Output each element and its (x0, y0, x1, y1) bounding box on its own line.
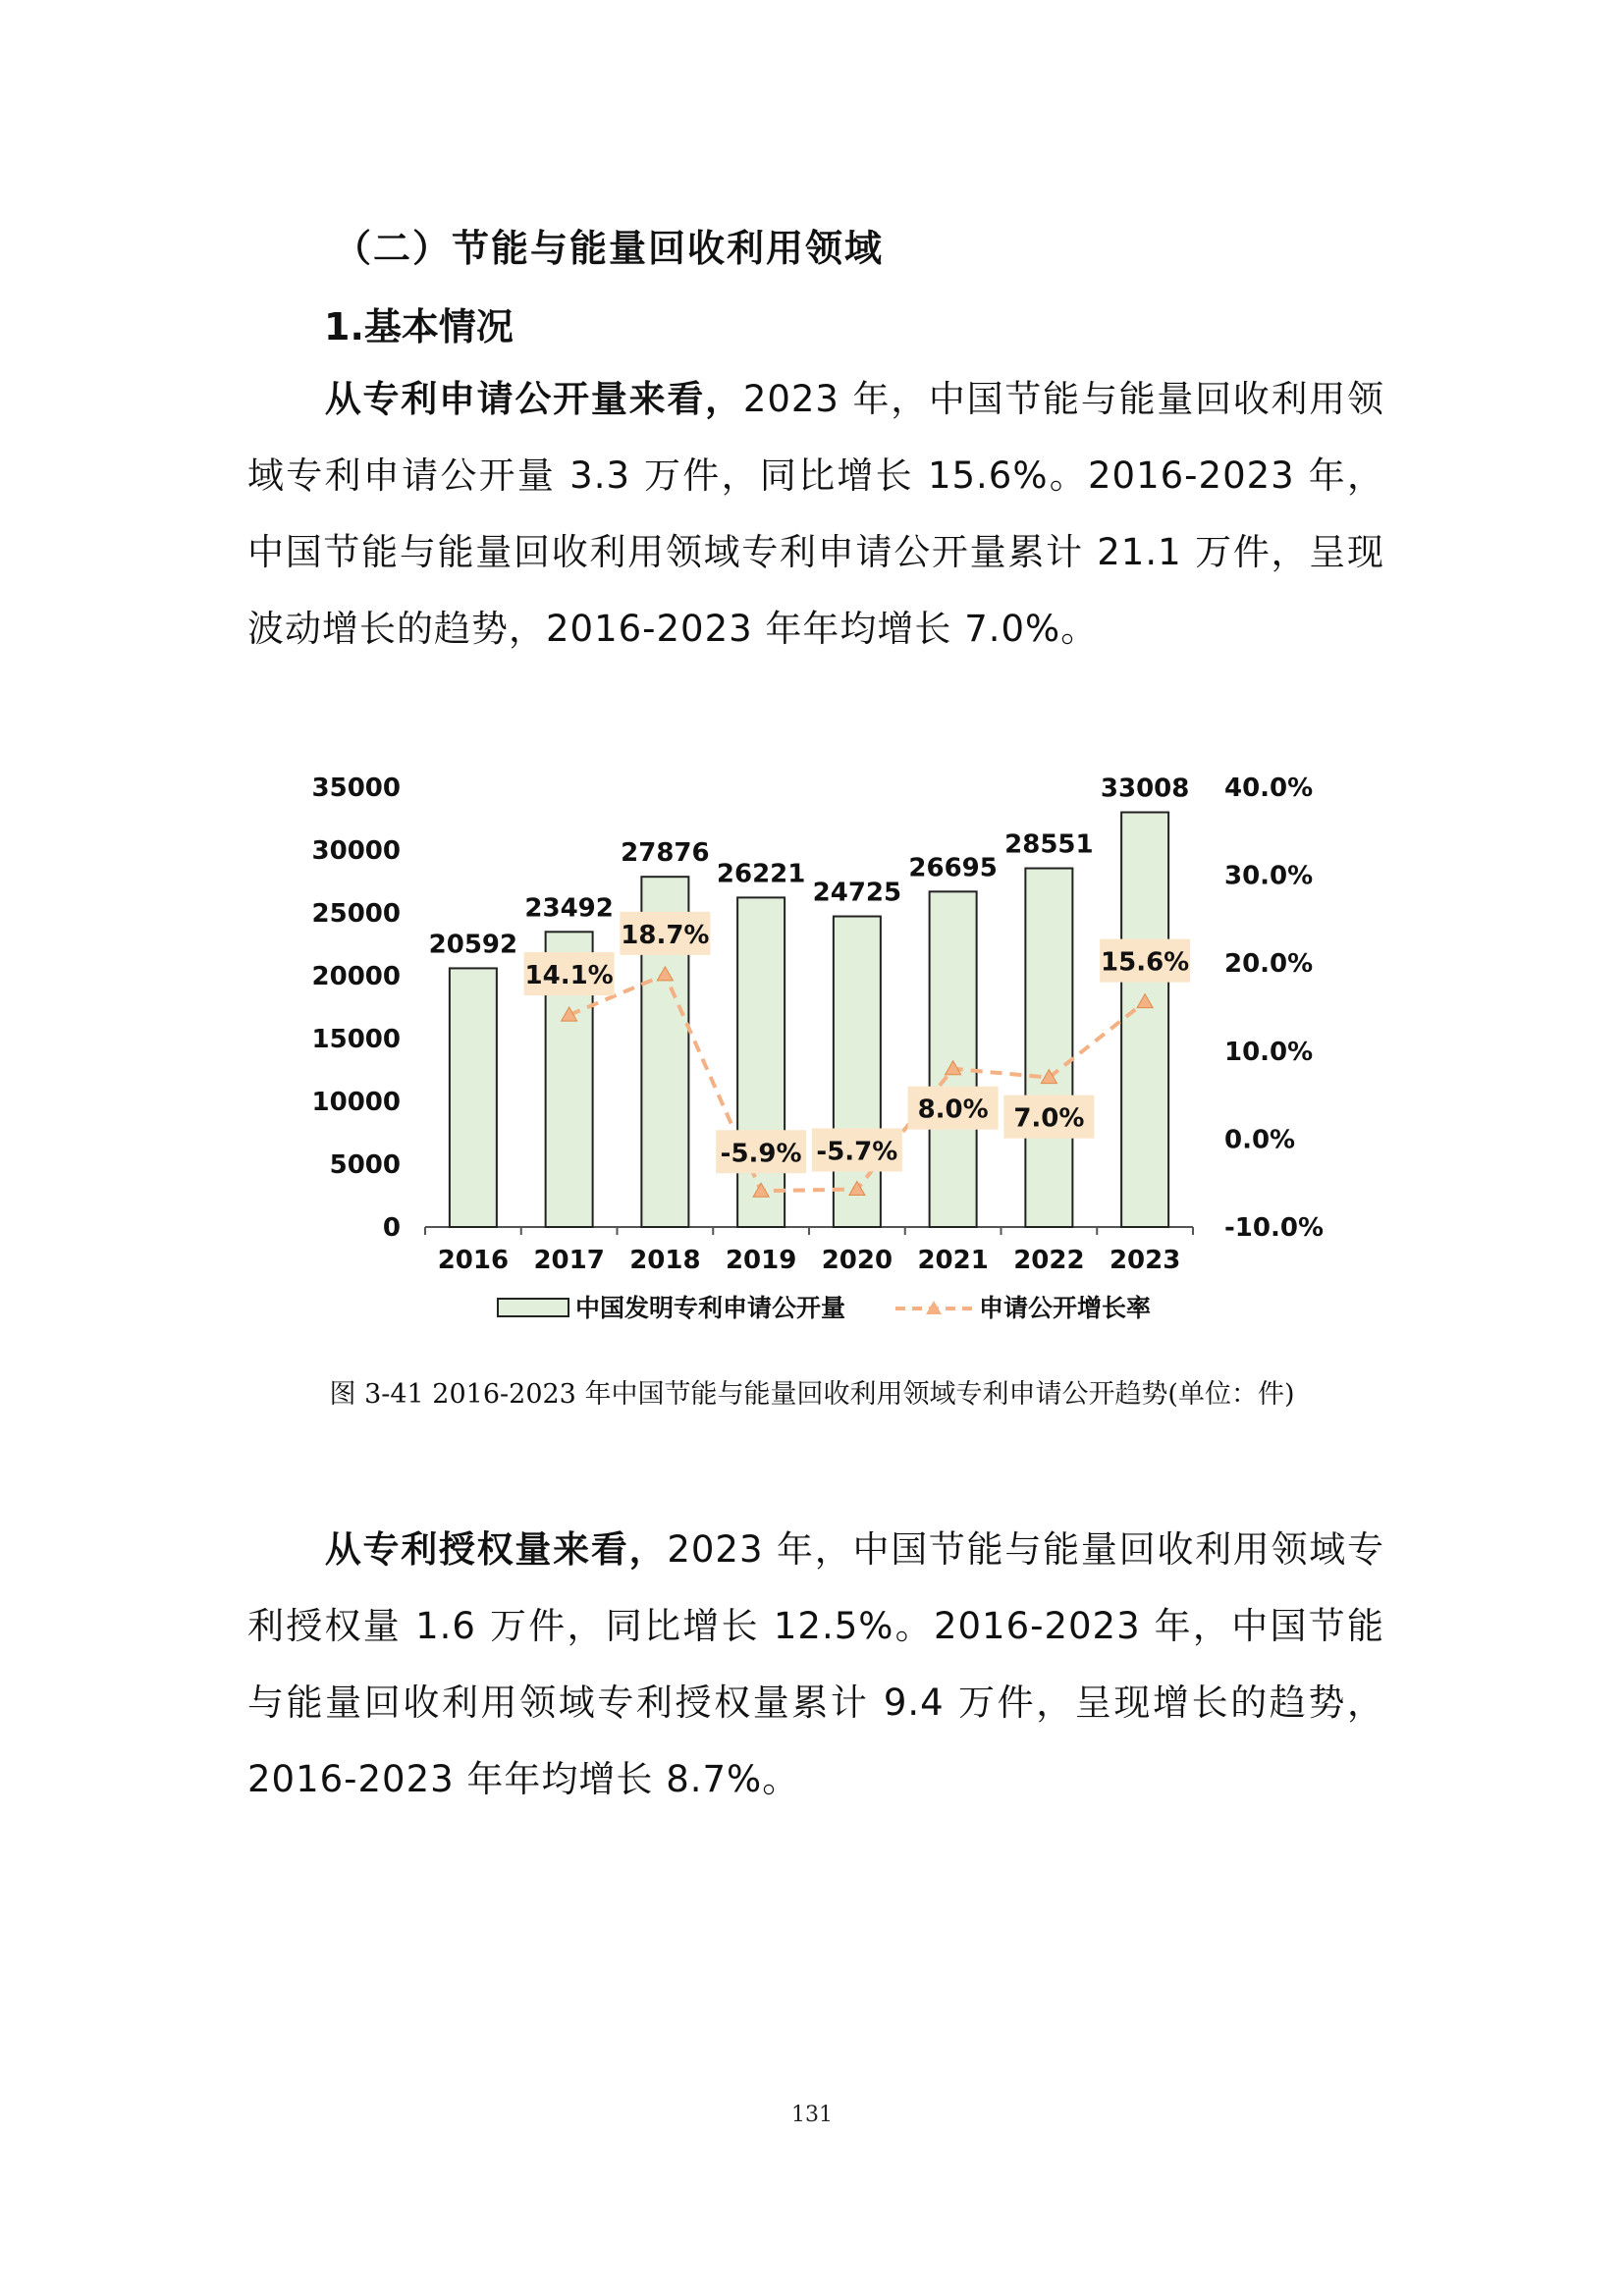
x-tick-label: 2019 (725, 1246, 797, 1275)
bar-value-label: 20592 (428, 930, 518, 960)
growth-label: 18.7% (621, 920, 710, 950)
y-left-tick-label: 5000 (329, 1150, 401, 1180)
paragraph-lead: 从专利授权量来看， (324, 1528, 668, 1571)
y-right-tick-label: 20.0% (1224, 949, 1314, 980)
bar-value-label: 24725 (812, 878, 902, 908)
legend-bar-swatch (498, 1299, 568, 1316)
x-tick-label: 2017 (533, 1246, 605, 1275)
figure-caption: 图 3-41 2016-2023 年中国节能与能量回收利用领域专利申请公开趋势(单位：件) (329, 1379, 1295, 1410)
y-right-tick-label: 30.0% (1224, 861, 1314, 891)
y-left-tick-label: 0 (382, 1213, 401, 1243)
growth-label: 7.0% (1013, 1103, 1085, 1134)
bar-value-label: 28551 (1004, 829, 1094, 860)
bar-value-label: 26221 (716, 859, 806, 889)
growth-label: 14.1% (524, 961, 614, 991)
x-tick-label: 2023 (1109, 1246, 1181, 1275)
y-left-tick-label: 15000 (311, 1025, 401, 1054)
bar-2019 (737, 897, 785, 1227)
growth-label: -5.9% (720, 1139, 802, 1169)
y-left-tick-label: 25000 (311, 899, 401, 929)
x-tick-label: 2020 (821, 1246, 893, 1275)
y-right-tick-label: 10.0% (1224, 1037, 1314, 1067)
bar-value-label: 33008 (1100, 774, 1190, 804)
paragraph-grants (247, 1512, 1384, 1818)
legend-bar-label: 中国发明专利申请公开量 (575, 1294, 846, 1322)
bar-2016 (450, 968, 497, 1227)
bar-2021 (930, 891, 977, 1227)
x-tick-label: 2016 (437, 1246, 510, 1275)
y-left-tick-label: 20000 (311, 962, 401, 991)
y-left-tick-label: 30000 (311, 836, 401, 866)
bar-value-label: 27876 (621, 838, 710, 869)
legend-line-label: 申请公开增长率 (979, 1294, 1152, 1322)
growth-label: 8.0% (917, 1095, 989, 1125)
legend-line-marker (926, 1301, 942, 1314)
y-right-tick-label: -10.0% (1224, 1213, 1324, 1243)
growth-label: 15.6% (1101, 947, 1190, 978)
subsection-heading: 1.基本情况 (324, 305, 514, 348)
bar-value-label: 23492 (524, 893, 614, 924)
y-right-tick-label: 0.0% (1224, 1125, 1296, 1155)
paragraph-text: 2023 年，中国节能与能量回收利用领域专利申请公开量 3.3 万件，同比增长 15.6%。2016-2023 年，中国节能与能量回收利用领域专利申请公开量累计 21.1 万件，呈现波动增长的趋势，2016-2023 年年均增长 7.0%。 (247, 378, 1384, 650)
y-left-tick-label: 35000 (311, 774, 401, 803)
growth-label: -5.7% (816, 1137, 898, 1167)
bar-2022 (1025, 869, 1072, 1227)
y-left-tick-label: 10000 (311, 1088, 401, 1117)
paragraph-lead: 从专利申请公开量来看， (324, 378, 743, 420)
x-tick-label: 2021 (917, 1246, 989, 1275)
x-tick-label: 2022 (1013, 1246, 1085, 1275)
page-number: 131 (791, 2103, 833, 2127)
bar-value-label: 26695 (908, 853, 998, 883)
bar-2023 (1121, 812, 1168, 1227)
section-heading: （二）节能与能量回收利用领域 (334, 227, 885, 270)
x-tick-label: 2018 (629, 1246, 701, 1275)
paragraph-text: 2023 年，中国节能与能量回收利用领域专利授权量 1.6 万件，同比增长 12.5%。2016-2023 年，中国节能与能量回收利用领域专利授权量累计 9.4 万件，呈现增长的趋势，2016-2023 年年均增长 8.7%。 (247, 1528, 1384, 1800)
y-right-tick-label: 40.0% (1224, 774, 1314, 803)
